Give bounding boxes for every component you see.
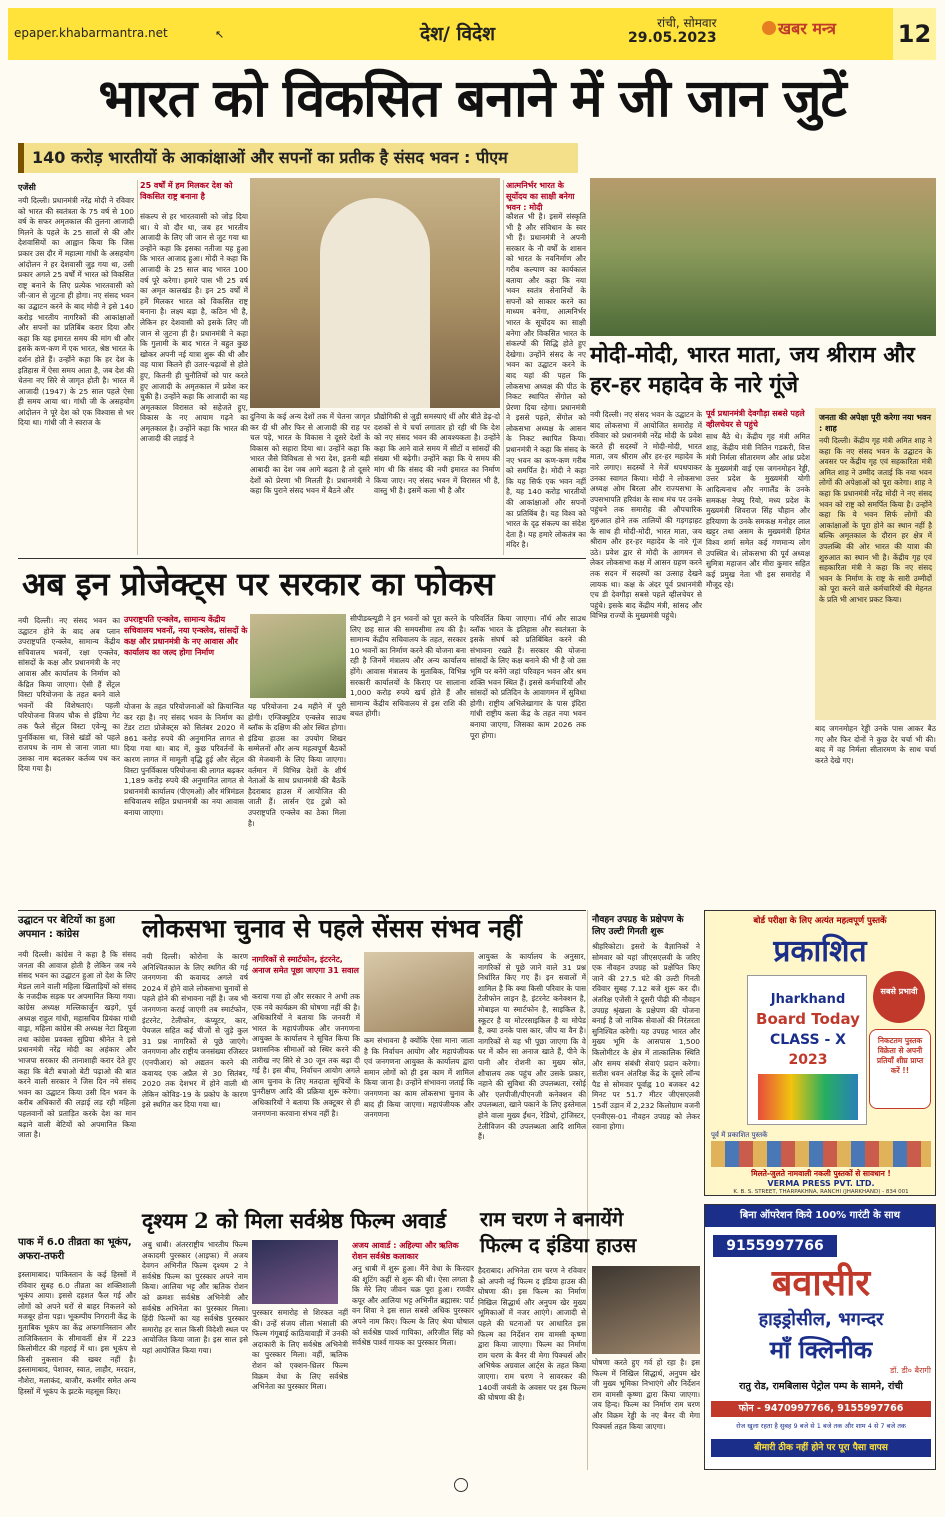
drishyam-col-2: पुरस्कार समारोह से शिरकत नहीं की। उन्हें संजय लीला भंसाली की फिल्म गंगूबाई काठियावाड़ी में उनकी अदाकारी के लिए सर्वश्रेष्ठ अभिनेत्री का पुरस्कार मिला। वहीं, ऋतिक रोशन को एक्शन-थ्रिलर फिल्म विक्रम वेधा के लिए सर्वश्रेष्ठ अभिनेता का पुरस्कार मिला। bbox=[252, 1308, 348, 1392]
projects-col-4: सीपीडब्ल्यूडी ने इन भवनों को पूरा करने के लिए छह साल की समयसीमा तय की है। सामान्य केंद्रीय सचिवालय के तहत, सरकार 10 भवनों का निर्माण करने की योजना बना रही है जिनमें मंत्रालय और अन्य कार्यालय होंगे। आवास मंत्रालय के मुताबिक, विभिन्न सरकारी कार्यालयों के किराए पर सालाना 1,000 करोड़ रुपये खर्च होते हैं और सामान्य केंद्रीय सचिवालय से इस राशि की बचत होगी। bbox=[350, 614, 466, 719]
isro-text: श्रीहरिकोटा। इसरो के वैज्ञानिकों ने सोमवार को यहां जीएसएलवी के जरिए एक नौवहन उपग्रह को प्रक्षेपित किए जाने की 27.5 घंटे की उल्टी गिनती रविवार सुबह 7.12 बजे शुरू कर दी। अंतरिक्ष एजेंसी ने दूसरी पीढ़ी की नौवहन उपग्रह श्रृंखला के प्रक्षेपण की योजना बनाई है जो नाविक सेवाओं की निरंतरता सुनिश्चित करेगी। यह उपग्रह भारत और मुख्य भूमि के आसपास 1,500 किलोमीटर के क्षेत्र में तात्कालिक स्थिति और समय संबंधी सेवाएं प्रदान करेगा। सतीश धवन अंतरिक्ष केंद्र के दूसरे लॉन्च पैड से सोमवार पूर्वाह्न 10 बजकर 42 मिनट पर 51.7 मीटर जीएसएलवी 15वीं उड़ान में 2,232 किलोग्राम वजनी एनवीएस-01 नौवहन उपग्रह को लेकर रवाना होगा। bbox=[592, 942, 700, 1132]
book-series: Jharkhand bbox=[770, 992, 846, 1007]
projects-headline: अब इन प्रोजेक्ट्स पर सरकार का फोकस bbox=[22, 565, 495, 603]
iifa-photo bbox=[252, 1240, 338, 1304]
brand-logo-icon bbox=[762, 21, 776, 35]
census-col-3: कम संभावना है क्योंकि ऐसा माना जाता है कि निर्वाचन आयोग और महापंजीयक एवं जनगणना आयुक्त के कार्यालय द्वारा समान लोगों को ही इस काम में शामिल किया जाना है। उन्होंने संभावना जताई कि जनगणना का काम लोकसभा चुनाव के बाद ही किया जाएगा। महापंजीयक और जनगणना bbox=[364, 1036, 474, 1120]
page-number: 12 bbox=[893, 8, 936, 60]
prakashit-ad-top: बोर्ड परीक्षा के लिए अत्यंत महत्वपूर्ण पुस्तकें bbox=[753, 916, 887, 926]
projects-col-3: यह परियोजना 24 महीने में पूरी होगी। एग्जिक्यूटिव एन्क्लेव साउथ ब्लॉक के दक्षिण की ओर स्थित होगा। इंडिया हाउस का उपयोग शिखर सम्मेलनों और अन्य महत्वपूर्ण बैठकों की मेजबानी के लिए किया जाएगा। वर्तमान में विभिन्न देशों के शीर्ष नेताओं के साथ प्रधानमंत्री की बैठकें हैदराबाद हाउस में आयोजित की जाती हैं। लार्सन एंड टुब्रो को उपराष्ट्रपति एन्क्लेव का ठेका मिला है। bbox=[248, 702, 346, 828]
brand-name: खबर मन्त्र bbox=[778, 19, 836, 38]
cursor-icon: ↖ bbox=[215, 28, 225, 41]
dealer-text: निकटतम पुस्तक विक्रेता से अपनी प्रतियाँ शीघ्र प्राप्त करें !! bbox=[876, 1036, 924, 1075]
census-col-1: नयी दिल्ली। कोरोना के कारण अनिश्चितकाल के लिए स्थगित की गई जनगणना की कवायद अगले वर्ष 2024 में होने वाले लोकसभा चुनावों से पहले होने की संभावना नहीं है। जब भी जनगणना कराई जाएगी तब स्मार्टफोन, इंटरनेट, टेलीफोन, कंप्यूटर, कार, पेयजल सहित कई चीजों से जुड़े कुल 31 प्रश्न नागरिकों से पूछे जाएंगे। जनगणना और राष्ट्रीय जनसंख्या रजिस्टर (एनपीआर) को अद्यतन करने की कवायद एक अप्रैल से 30 सितंबर, 2020 तक देशभर में होने वाली थी लेकिन कोविड-19 के प्रकोप के कारण इसे स्थगित कर दिया गया था। bbox=[142, 952, 248, 1110]
ramcharan-headline-line2: फिल्म द इंडिया हाउस bbox=[480, 1233, 637, 1257]
seal-badge bbox=[873, 971, 925, 1023]
census-col-4: आयुक्त के कार्यालय के अनुसार, नागरिकों से पूछे जाने वाले 31 प्रश्न निर्धारित किए गए हैं। इन सवालों में शामिल है कि क्या किसी परिवार के पास टेलीफोन लाइन है, इंटरनेट कनेक्शन है, मोबाइल या स्मार्टफोन है, साइकिल है, स्कूटर है या मोटरसाइकिल है या मोपेड है, क्या उनके पास कार, जीप या वैन है। नागरिकों से यह भी पूछा जाएगा कि वे घर में कौन सा अनाज खाते हैं, पीने के पानी और रोशनी का मुख्य स्रोत, शौचालय तक पहुंच और उसके प्रकार, नहाने की सुविधा की उपलब्धता, रसोई और एलपीजी/पीएनजी कनेक्शन की उपलब्धता, खाने पकाने के लिए इस्तेमाल होने वाला मुख्य ईंधन, रेडियो, ट्रांजिस्टर, टेलीविजन की उपलब्धता आदि शामिल हैं। bbox=[478, 952, 586, 1142]
clinic-ad[interactable] bbox=[704, 1204, 936, 1470]
site-url[interactable]: epaper.khabarmantra.net bbox=[14, 26, 168, 40]
congress-text: नयी दिल्ली। कांग्रेस ने कहा है कि संसद जनता की आवाज होती है लेकिन जब नये संसद भवन का उद्घाटन हुआ तो देश के लिए मेडल लाने वाली महिला खिलाड़ियों को संसद के नजदीक सड़क पर अपमानित किया गया। कांग्रेस अध्यक्ष मल्लिकार्जुन खड़गे, पूर्व अध्यक्ष राहुल गांधी, महासचिव प्रियंका गांधी वाड्रा, महिला कांग्रेस की अध्यक्ष नेटा डिसूजा तथा कांग्रेस प्रवक्ता सुप्रिया श्रीनेत ने इसे प्रधानमंत्री नरेंद्र मोदी का अहंकार और भाजपा सरकार की तानाशाही करार देते हुए कहा कि बेटी बचाओ बेटी पढ़ाओ की बात करने वाली सरकार ने जिस दिन नये संसद भवन का उद्घाटन किया उसी दिन भवन के करीब अधिकारों की लड़ाई लड़ रही महिला पहलवानों को प्रताड़ित करके देश का मान बढ़ाने वाली बेटियों को अपमानित किया जाता है। bbox=[18, 950, 136, 1140]
main-kicker-2: आत्मनिर्भर भारत के सूर्योदय का साक्षी बनेगा भवन : मोदी bbox=[506, 181, 575, 212]
publisher-address: K. B. S. STREET, THARPAKHNA, RANCHI (JHARKHAND) - 834 001 bbox=[733, 1189, 909, 1195]
slogan-col-2: साथ बैठे थे। केंद्रीय गृह मंत्री अमित शाह, केंद्रीय मंत्री नितिन गडकरी, वित्त मंत्री निर्मला सीतारमण और आंध्र प्रदेश के मुख्यमंत्री वाई एस जगनमोहन रेड्डी, उत्तर प्रदेश के मुख्यमंत्री योगी आदित्यनाथ और नगालैंड के उनके समकक्ष नेफ्यू रियो, मध्य प्रदेश के मुख्यमंत्री शिवराज सिंह चौहान और हरियाणा के उनके समकक्ष मनोहर लाल खट्टर तथा असम के मुख्यमंत्री हिमंत विश्व शर्मा समेत कई गणमान्य लोग उपस्थित थे। लोकसभा की पूर्व अध्यक्ष सुमित्रा महाजन और मीरा कुमार सहित कई प्रमुख नेता भी इस समारोह में मौजूद रहे। bbox=[706, 432, 810, 590]
drishyam-col-1: अबु धाबी। अंतरराष्ट्रीय भारतीय फिल्म अकादमी पुरस्कार (आइफा) में अजय देवगन अभिनीत फिल्म दृश्यम 2 ने सर्वश्रेष्ठ फिल्म का पुरस्कार अपने नाम किया। आलिया भट्ट और ऋतिक रोशन को क्रमशः सर्वश्रेष्ठ अभिनेत्री और सर्वश्रेष्ठ अभिनेता का पुरस्कार मिला। हिंदी फिल्मों का यह सर्वश्रेष्ठ पुरस्कार समारोह हर साल किसी विदेशी स्थल पर आयोजित किया जाता है। इस साल इसे यहां आयोजित किया गया। bbox=[142, 1240, 248, 1355]
book-class: CLASS - X bbox=[770, 1032, 846, 1048]
shah-text-2: बाद जगनमोहन रेड्डी उनके पास आकर बैठ गए और फिर दोनों ने कुछ देर चर्चा भी की। बाद में वह निर्मला सीतारमण के साथ चर्चा करते देखे गए। bbox=[815, 724, 936, 765]
modi-figure-icon bbox=[320, 198, 430, 408]
shah-kicker: जनता की अपेक्षा पूरी करेगा नया भवन : शाह bbox=[819, 413, 931, 433]
book-cover bbox=[747, 975, 867, 1125]
main-headline: भारत को विकसित बनाने में जी जान जुटें bbox=[98, 68, 846, 129]
drishyam-col-3: अनु धाबी में शुरू हुआ। मैंने वेधा के किरदार की शूटिंग कहीं से शुरू की थी। ऐसा लगता है कि मेरे लिए जीवन चक्र पूरा हुआ। रणवीर कपूर और आलिया भट्ट अभिनीत ब्रह्मास्त्र: पार्ट वन शिवा ने इस साल सबसे अधिक पुरस्कार अपने नाम किए। फिल्म के लिए श्रेया घोषाल को सर्वश्रेष्ठ पार्श्व गायिका, अरिजीत सिंह को सर्वश्रेष्ठ पार्श्व गायक का पुरस्कार मिला। bbox=[352, 1264, 474, 1348]
clinic-doctor: डॉ. डी० बैरागी bbox=[890, 1366, 931, 1375]
date: 29.05.2023 bbox=[628, 30, 717, 46]
drishyam-kicker: अजय आवार्ड : अहिल्या और ऋतिक रोशन सर्वश्रेष्ठ कलाकार bbox=[352, 1241, 459, 1261]
clinic-timing: रोज खुला रहता है सुबह 9 बजे से 1 बजे तक और शाम 4 से 7 बजे तक bbox=[736, 1422, 906, 1430]
section-title: देश/ विदेश bbox=[420, 23, 496, 45]
projects-kicker: उपराष्ट्रपति एन्क्लेव, सामान्य केंद्रीय सचिवालय भवनों, नया एन्क्लेव, सांसदों के कक्ष और प्रधानमंत्री के नए आवास और कार्यालय का जल्द होगा निर्माण bbox=[124, 615, 248, 657]
clinic-phone-big[interactable]: 9155997766 bbox=[713, 1235, 837, 1257]
clinic-address: रातु रोड, रामबिलास पेट्रोल पम्प के सामने, रांची bbox=[739, 1381, 903, 1392]
publisher: VERMA PRESS PVT. LTD. bbox=[767, 1179, 875, 1188]
prakashit-ad[interactable] bbox=[704, 910, 936, 1196]
ramcharan-text: हैदराबाद। अभिनेता राम चरण ने रविवार को अपनी नई फिल्म द इंडिया हाउस की घोषणा की। इस फिल्म का निर्माण निखिल सिद्धार्थ और अनुपम खेर मुख्य भूमिकाओं में नजर आएंगे। आजादी से पहले की घटनाओं पर आधारित इस फिल्म का निर्देशन राम वामसी कृष्णा द्वारा किया जाएगा। फिल्म का निर्माण राम चरण के बैनर वी मेगा पिक्चर्स और अभिषेक अग्रवाल आर्ट्स के तहत किया जाएगा। राम चरण ने सावरकर की 140वीं जयंती के अवसर पर इस फिल्म की घोषणा की है। bbox=[478, 1266, 586, 1403]
projects-col-2: योजना के तहत परियोजनाओं को क्रियान्वित कर रहा है। नए संसद भवन के निर्माण का टेंडर टाटा प्रोजेक्ट्स को सितंबर 2020 में 861 करोड़ रुपये की अनुमानित लागत से दिया गया था। बाद में, कुछ परिवर्तनों के कारण लागत में मामूली वृद्धि हुई और सेंट्रल विस्टा पुनर्विकास परियोजना की लागत बढ़कर 1,189 करोड़ रुपये की अनुमानित लागत से प्रधानमंत्री कार्यालय (पीएमओ) और मंत्रिमंडल सचिवालय सहित प्रधानमंत्री का नया आवास बनाया जाएगा। bbox=[124, 702, 244, 817]
central-vista-render bbox=[250, 614, 346, 698]
census-headline: लोकसभा चुनाव से पहले सेंसस संभव नहीं bbox=[142, 914, 522, 943]
projects-col-5: परिवर्तित किया जाएगा। नॉर्थ और साउथ ब्लॉक भारत के इतिहास और स्वतंत्रता के इसके संघर्ष को प्रतिबिंबित करने की संभावना रखते हैं। सरकार की योजना सांसदों के लिए कक्ष बनाने की भी है जो उस भूमि पर बनेंगे जहां परिवहन भवन और श्रम शक्ति भवन स्थित हैं। इससे कर्मचारियों और सांसदों को प्रतिदिन के आवागमन में सुविधा होगी। राष्ट्रीय अभिलेखागार के पास इंदिरा गांधी राष्ट्रीय कला केंद्र के तहत नया भवन बनाया जाएगा, जिसका काम 2026 तक पूरा होगा। bbox=[470, 614, 586, 740]
ramcharan-headline-line1: राम चरण ने बनायेंगे bbox=[480, 1207, 624, 1231]
location: रांची, सोमवार bbox=[657, 16, 717, 30]
registration-mark-icon bbox=[454, 1478, 468, 1492]
census-kicker: नागरिकों से स्मार्टफोन, इंटरनेट, अनाज समेत पूछा जाएगा 31 सवाल bbox=[252, 955, 359, 975]
main-col-4: प्रौद्योगिकी से जुड़ी समस्याएं थीं और बीते डेढ़-दो दशकों से ये चर्चा लगातार हो रही थी कि देश को नए संसद भवन की आवश्यकता है। उन्होंने कहा कि आने वाले समय में सीटों व सांसदों की संख्या भी बढ़ेगी। उन्होंने कहा कि ये समय की मांग थी कि संसद की नयी इमारत का निर्माण किया जाए। नए संसद भवन में विरासत भी है, वास्तु भी है। इसमें कला भी है और bbox=[374, 412, 500, 496]
clinic-title: बवासीर bbox=[771, 1262, 871, 1304]
clinic-footer: बीमारी ठीक नहीं होने पर पूरा पैसा वापस bbox=[711, 1439, 931, 1457]
isro-kicker: नौवहन उपग्रह के प्रक्षेपण के लिए उल्टी गिनती शुरू bbox=[592, 915, 684, 937]
projects-col-1: नयी दिल्ली। नए संसद भवन का उद्घाटन होने के बाद अब प्लान उपराष्ट्रपति एन्क्लेव, सामान्य केंद्रीय सचिवालय भवनों, रक्षा एन्क्लेव, सांसदों के कक्ष और प्रधानमंत्री के नए आवास और कार्यालय के निर्माण को केंद्रित किया जाएगा। ऐसी हैं सेंट्रल विस्टा परियोजना के तहत बनने वाले भवनों की विशेषताएं। पहली परियोजना विजय चौक से इंडिया गेट तक फैले सेंट्रल विस्टा एवेन्यू का पुनर्विकास था, जिसे खंडों को पहले राजपथ के नाम से जाना जाता था। उसका नाम बदलकर कर्तव्य पथ कर दिया गया है। bbox=[18, 616, 120, 774]
book-year: 2023 bbox=[788, 1052, 828, 1068]
slogan-col-1: नयी दिल्ली। नए संसद भवन के उद्घाटन के बाद लोकसभा में आयोजित समारोह में रविवार को प्रधानमंत्री नरेंद्र मोदी के प्रवेश करते ही सदस्यों ने मोदी-मोदी, भारत माता, जय श्रीराम और हर-हर महादेव के नारे लगाए। सदस्यों ने मेजें थपथपाकर उनका स्वागत किया। मोदी ने लोकसभा अध्यक्ष ओम बिरला और राज्यसभा के उपसभापति हरिवंश के साथ मंच पर उनके पहुंचने तक समारोह की औपचारिक शुरुआत होने तक तालियों की गड़गड़ाहट के साथ ही मोदी-मोदी, भारत माता, जय श्रीराम और हर-हर महादेव के नारे गूंज उठे। प्रवेश द्वार से मोदी के आगमन से लेकर लोकसभा कक्ष में आसन ग्रहण करने तक सदन में सदस्यों का उत्साह देखने लायक था। कक्ष के अंदर पूर्व प्रधानमंत्री एच डी देवगौड़ा सबसे पहले व्हीलचेयर से पहुंचे। इसके बाद केंद्रीय मंत्री, सांसद और विभिन्न राज्यों के मुख्यमंत्री पहुंचे। bbox=[590, 410, 702, 621]
fake-warning: मिलते-जुलते नामवाली नकली पुस्तकों से सावधान ! bbox=[751, 1169, 891, 1178]
byline: एजेंसी bbox=[18, 183, 36, 192]
main-kicker-1: 25 वर्षों में हम मिलकर देश को विकसित राष्ट्र बनाना है bbox=[140, 181, 233, 201]
census-col-2: कराया गया हो और सरकार ने अभी तक एक नये कार्यक्रम की घोषणा नहीं की है। अधिकारियों ने बताया कि जनवरी में भारत के महापंजीयक और जनगणना आयुक्त के कार्यालय ने सूचित किया कि प्रशासनिक सीमाओं को स्थिर करने की तारीख नए सिरे से 30 जून तक बढ़ा दी गई है। इस बीच, निर्वाचन आयोग अगले आम चुनाव के लिए मतदाता सूचियों के पुनरीक्षण आदि की प्रक्रिया शुरू करेगा। अधिकारियों ने बताया कि अक्टूबर से ही जनगणना करवाना संभव नहीं है। bbox=[252, 992, 360, 1118]
main-subheadline: 140 करोड़ भारतीयों के आकांक्षाओं और सपनों का प्रतीक है संसद भवन : पीएम bbox=[18, 143, 578, 173]
main-col-3: दुनिया के कई अन्य देशों तक में चेतना जागृत कर दी थी और फिर से आजादी की राह पर चल पड़े, भारत के विकास ने दूसरे देशों के विकास को सहारा दिया था। उन्होंने कहा कि भारत जैसे विविधता से भरा देश, इतनी बड़ी आबादी का देश जब आगे बढ़ता है तो दूसरे देशों को प्रेरणा भी मिलती है। प्रधानमंत्री ने कहा कि पुराने संसद भवन में बैठने और bbox=[250, 412, 370, 496]
book-art bbox=[758, 1074, 858, 1120]
slogan-kicker: पूर्व प्रधानमंत्री देवगौड़ा सबसे पहले व्हीलचेयर से पहुंचे bbox=[706, 409, 805, 429]
main-col-5: कौशल भी है। इसमें संस्कृति भी है और संविधान के स्वर भी हैं। प्रधानमंत्री ने अपनी सरकार के नौ वर्षों के शासन को भारत के नवनिर्माण और गरीब कल्याण का कार्यकाल बताया और कहा कि नया भवन स्वतंत्र सेनानियों के सपनों को साकार करने का माध्यम बनेगा, आत्मनिर्भर भारत के सूर्योदय का साक्षी बनेगा और विकसित भारत के संकल्पों की सिद्धि होते हुए देखेगा। उन्होंने संसद के नए भवन का उद्घाटन करने के बाद यहां की पहल कि लोकसभा अध्यक्ष की पीठ के निकट स्थापित सेंगोल को प्रेरणा दिया रहेगा। प्रधानमंत्री ने इससे पहले, सेंगोल को लोकसभा अध्यक्ष के आसन के निकट स्थापित किया। प्रधानमंत्री ने कहा कि संसद के नए भवन का कण-कण गरीब को समर्पित है। मोदी ने कहा कि यह सिर्फ एक भवन नहीं है, यह 140 करोड़ भारतीयों की आकांक्षाओं और सपनों का प्रतिबिंब है। यह विश्व को भारत के दृढ़ संकल्प का संदेश देता है। यह हमारे लोकतंत्र का मंदिर है। bbox=[506, 212, 586, 550]
clinic-name: माँ क्लिनीक bbox=[769, 1336, 873, 1364]
ramcharan-headline bbox=[480, 1206, 700, 1258]
prev-books-caption: पूर्व में प्रकाशित पुस्तकें bbox=[711, 1131, 768, 1139]
prakashit-brand: प्रकाशित bbox=[773, 934, 867, 969]
congress-kicker: उद्घाटन पर बेटियों का हुआ अपमान : कांग्रेस bbox=[18, 915, 115, 940]
seal-text: सबसे प्रभावी bbox=[880, 987, 918, 996]
main-col-2: संकल्प से हर भारतवासी को जोड़ दिया था। ये वो दौर था, जब हर भारतीय आजादी के लिए जी जान से जुट गया था उन्होंने कहा कि इसका नतीजा यह हुआ कि भारत आजाद हुआ। मोदी ने कहा कि आजादी के 25 साल बाद भारत 100 वर्ष पूरे करेगा। हमारे पास भी 25 वर्ष का अमृत कालखंड है। इन 25 वर्षों में हमें मिलकर भारत को विकसित राष्ट्र बनाना है। लक्ष्य बड़ा है, कठिन भी है, लेकिन हर देशवासी को इसके लिए जी जान से जुटना ही है। प्रधानमंत्री ने कहा कि गुलामी के बाद भारत ने बहुत कुछ खोकर अपनी नई यात्रा शुरू की थी और वह यात्रा कितने ही उतार-चढ़ावों से होते हुए, कितनी ही चुनौतियों को पार करते हुए आजादी के अमृतकाल में प्रवेश कर चुकी है। उन्होंने कहा कि आजादी का यह अमृतकाल विरासत को सहेजते हुए, विकास के नए आयाम गढ़ने का अमृतकाल है। उन्होंने कहा कि भारत की आजादी की लड़ाई ने bbox=[140, 212, 248, 444]
pakistan-text: इस्लामाबाद। पाकिस्तान के कई हिस्सों में रविवार सुबह 6.0 तीव्रता का शक्तिशाली भूकंप आया। इससे दहशत फैल गई और लोगों को अपने घरों से बाहर निकलने को मजबूर होना पड़ा। भूकम्पीय निगरानी केंद्र के मुताबिक भूकंप का केंद्र अफगानिस्तान और ताजिकिस्तान के सीमावर्ती क्षेत्र में 223 किलोमीटर की गहराई में था। इस भूकंप से किसी नुकसान की खबर नहीं है। इस्लामाबाद, पेशावर, स्वात, लाहौर, मरदान, नौशेरा, मलाकंद, बाजौर, कश्मीर समेत अन्य हिस्सों में भूकंप के झटके महसूस किए। bbox=[18, 1270, 136, 1396]
shah-text: नयी दिल्ली। केंद्रीय गृह मंत्री अमित शाह ने कहा कि नए संसद भवन के उद्घाटन के अवसर पर केंद्रीय गृह एवं सहकारिता मंत्री अमित शाह ने उम्मीद जताई कि नया भवन लोगों की अपेक्षाओं को पूरा करेगा। शाह ने कहा कि प्रधानमंत्री नरेंद्र मोदी ने नए संसद भवन को राष्ट्र को समर्पित किया है। उन्होंने कहा कि ये भवन सिर्फ लोगों की आकांक्षाओं के पूरा होने का स्थान नहीं है बल्कि अमृतकाल के दौरान हर क्षेत्र में उपलब्धि की ओर भारत की यात्रा की शुरुआत का स्थान भी है। केंद्रीय गृह एवं सहकारिता मंत्री ने कहा कि नए संसद भवन के निर्माण के राष्ट्र के सारी उम्मीदों को पूरा करने वाले कर्मचारियों की मेहनत के प्रति भी आभार प्रकट किया। bbox=[819, 436, 932, 604]
clinic-ad-top: बिना ऑपरेशन किये 100% गारंटी के साथ bbox=[705, 1205, 935, 1227]
dealer-bubble bbox=[869, 1029, 931, 1109]
ramcharan-text-2: घोषणा करते हुए गर्व हो रहा है। इस फिल्म में निखिल सिद्धार्थ, अनुपम खेर जी मुख्य भूमिका निभाएंगे और निर्देशन राम वामसी कृष्णा द्वारा किया जाएगा। जय हिन्द। फिल्म का निर्माण राम चरण और विक्रम रेड्डी के नए बैनर वी मेगा पिक्चर्स तहत किया जाएगा। bbox=[592, 1358, 700, 1431]
prev-books-strip bbox=[711, 1141, 931, 1167]
ramcharan-photo bbox=[592, 1266, 700, 1354]
dateline-block bbox=[628, 16, 717, 46]
main-col-1: नयी दिल्ली। प्रधानमंत्री नरेंद्र मोदी ने रविवार को भारत की स्वतंत्रता के 75 वर्ष से 100 वर्ष के सफर अमृतकाल की तुलना आजादी मिलने के पहले के 25 सालों से की और देशवासियों का आह्वान किया कि जिस प्रकार उस दौर में महात्मा गांधी के असहयोग आंदोलन ने हर देशवासी जुड़ गया था, उसी प्रकार अगले 25 वर्षों में भारत को विकसित राष्ट्र बनाने के लिए प्रत्येक भारतवासी को जी-जान से जुटना ही होगा। नए संसद भवन का उद्घाटन करने के बाद मोदी ने इसे 140 करोड़ भारतीय नागरिकों की आकांक्षाओं और सपनों का प्रतिबिंब करार दिया और कहा कि यह इमारत समय की मांग थी और इसके कण-कण में एक भारत, श्रेष्ठ भारत के दर्शन होते हैं। उन्होंने कहा कि हर देश के इतिहास में ऐसा समय आता है, जब देश की चेतना नए सिरे से जागृत होती है। भारत में आजादी (1947) के 25 साल पहले ऐसा ही समय आया था। गांधी जी के असहयोग आंदोलन ने पूरे देश को एक विश्वास से भर दिया था। गांधी जी ने स्वराज के bbox=[18, 196, 134, 428]
pakistan-kicker: पाक में 6.0 तीव्रता का भूकंप, अफरा-तफरी bbox=[18, 1237, 132, 1262]
clinic-subtitle: हाइड्रोसील, भगन्दर bbox=[758, 1309, 884, 1330]
census-photo bbox=[364, 952, 474, 1032]
pm-modi-photo bbox=[250, 178, 500, 408]
drishyam-headline: दृश्यम 2 को मिला सर्वश्रेष्ठ फिल्म अवार्ड bbox=[142, 1208, 447, 1233]
slogan-headline: मोदी-मोदी, भारत माता, जय श्रीराम और हर-हर महादेव के नारे गूंजे bbox=[590, 342, 915, 398]
parliament-photo bbox=[590, 178, 936, 336]
book-title: Board Today bbox=[756, 1010, 860, 1028]
clinic-phones[interactable]: फोन - 9470997766, 9155997766 bbox=[711, 1401, 931, 1417]
